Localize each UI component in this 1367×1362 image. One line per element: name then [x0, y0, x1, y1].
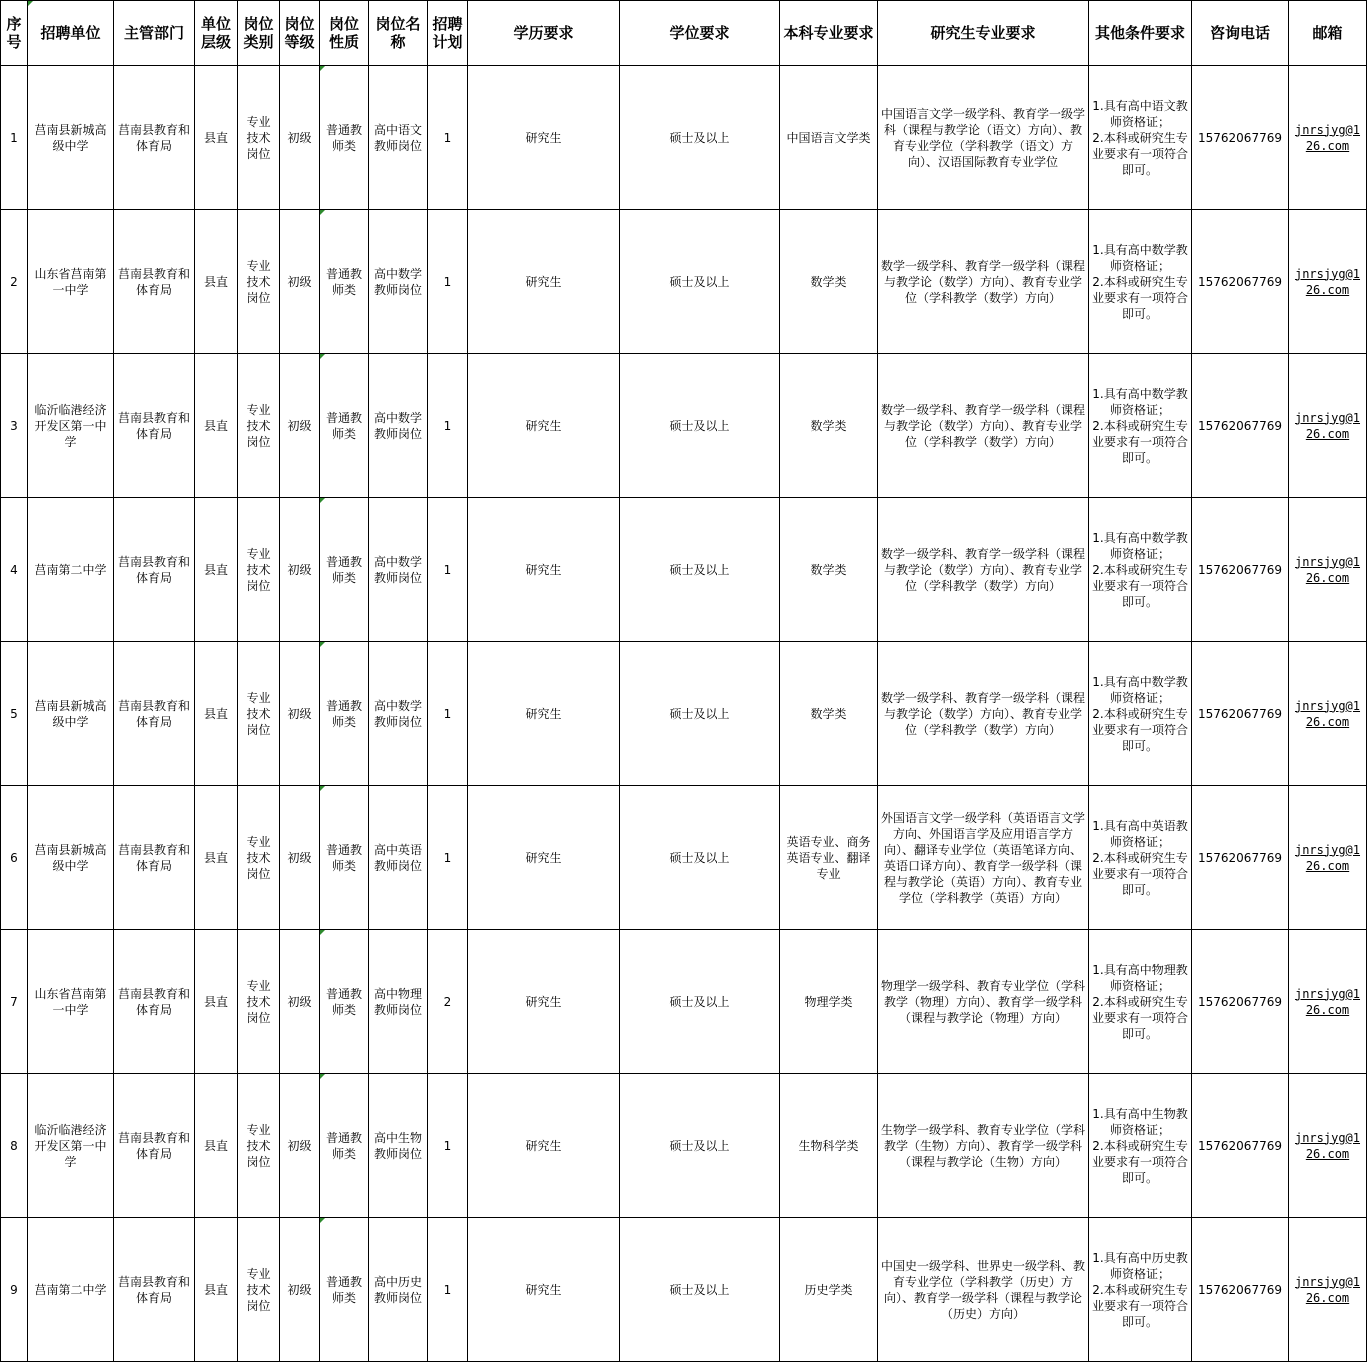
- cell-dept: 莒南县教育和体育局: [114, 642, 195, 786]
- cell-category: 专业技术岗位: [238, 354, 280, 498]
- header-grad: 研究生专业要求: [878, 1, 1089, 66]
- cell-degree: 硕士及以上: [620, 930, 780, 1074]
- cell-grade: 初级: [280, 786, 320, 930]
- header-category: 岗位类别: [238, 1, 280, 66]
- header-email: 邮箱: [1289, 1, 1367, 66]
- cell-plan: 1: [428, 1074, 468, 1218]
- cell-post: 高中历史教师岗位: [369, 1218, 428, 1362]
- cell-dept: 莒南县教育和体育局: [114, 786, 195, 930]
- cell-category: 专业技术岗位: [238, 1218, 280, 1362]
- cell-marker-icon: [28, 1, 33, 6]
- cell-other: 1.具有高中英语教师资格证； 2.本科或研究生专业要求有一项符合即可。: [1089, 786, 1192, 930]
- cell-category: 专业技术岗位: [238, 930, 280, 1074]
- cell-degree: 硕士及以上: [620, 642, 780, 786]
- cell-no: 9: [1, 1218, 28, 1362]
- table-row: [1, 210, 1367, 354]
- cell-grade: 初级: [280, 354, 320, 498]
- cell-post: 高中数学教师岗位: [369, 498, 428, 642]
- cell-other: 1.具有高中物理教师资格证； 2.本科或研究生专业要求有一项符合即可。: [1089, 930, 1192, 1074]
- cell-dept: 莒南县教育和体育局: [114, 498, 195, 642]
- cell-unit: 山东省莒南第一中学: [28, 210, 114, 354]
- cell-marker-icon: [320, 66, 325, 71]
- cell-edu: 研究生: [468, 642, 620, 786]
- cell-other: 1.具有高中数学教师资格证； 2.本科或研究生专业要求有一项符合即可。: [1089, 210, 1192, 354]
- cell-no: 2: [1, 210, 28, 354]
- cell-degree: 硕士及以上: [620, 1074, 780, 1218]
- cell-nature: 普通教师类: [320, 498, 369, 642]
- cell-unit: 山东省莒南第一中学: [28, 930, 114, 1074]
- cell-undergrad: 数学类: [780, 498, 878, 642]
- header-edu: 学历要求: [468, 1, 620, 66]
- cell-marker-icon: [320, 1218, 325, 1223]
- cell-level: 县直: [195, 786, 238, 930]
- cell-undergrad: 数学类: [780, 642, 878, 786]
- cell-other: 1.具有高中生物教师资格证； 2.本科或研究生专业要求有一项符合即可。: [1089, 1074, 1192, 1218]
- cell-category: 专业技术岗位: [238, 210, 280, 354]
- cell-other: 1.具有高中语文教师资格证； 2.本科或研究生专业要求有一项符合即可。: [1089, 66, 1192, 210]
- cell-nature: 普通教师类: [320, 354, 369, 498]
- cell-level: 县直: [195, 1074, 238, 1218]
- cell-edu: 研究生: [468, 1074, 620, 1218]
- cell-unit: 莒南县新城高级中学: [28, 642, 114, 786]
- cell-unit: 临沂临港经济开发区第一中学: [28, 1074, 114, 1218]
- cell-plan: 1: [428, 354, 468, 498]
- email-link[interactable]: jnrsjyg@126.com: [1294, 554, 1361, 585]
- cell-phone: 15762067769: [1192, 498, 1289, 642]
- cell-plan: 1: [428, 786, 468, 930]
- cell-phone: 15762067769: [1192, 354, 1289, 498]
- header-grade: 岗位等级: [280, 1, 320, 66]
- cell-grad: 生物学一级学科、教育专业学位（学科教学（生物）方向）、教育学一级学科（课程与教学论（生物）方向）: [878, 1074, 1089, 1218]
- header-post: 岗位名称: [369, 1, 428, 66]
- cell-edu: 研究生: [468, 210, 620, 354]
- cell-undergrad: 数学类: [780, 354, 878, 498]
- cell-grade: 初级: [280, 66, 320, 210]
- cell-marker-icon: [320, 498, 325, 503]
- cell-no: 3: [1, 354, 28, 498]
- cell-dept: 莒南县教育和体育局: [114, 66, 195, 210]
- cell-nature: 普通教师类: [320, 930, 369, 1074]
- email-link[interactable]: jnrsjyg@126.com: [1294, 986, 1361, 1017]
- cell-grad: 中国史一级学科、世界史一级学科、教育专业学位（学科教学（历史）方向）、教育学一级学科（课程与教学论（历史）方向）: [878, 1218, 1089, 1362]
- cell-grad: 中国语言文学一级学科、教育学一级学科（课程与教学论（语文）方向）、教育专业学位（学科教学（语文）方向）、汉语国际教育专业学位: [878, 66, 1089, 210]
- cell-plan: 2: [428, 930, 468, 1074]
- email-link[interactable]: jnrsjyg@126.com: [1294, 698, 1361, 729]
- cell-email: [1289, 1218, 1367, 1362]
- cell-post: 高中数学教师岗位: [369, 354, 428, 498]
- header-unit: 招聘单位: [28, 1, 114, 66]
- header-dept: 主管部门: [114, 1, 195, 66]
- header-degree: 学位要求: [620, 1, 780, 66]
- cell-phone: 15762067769: [1192, 930, 1289, 1074]
- cell-phone: 15762067769: [1192, 1218, 1289, 1362]
- email-link[interactable]: jnrsjyg@126.com: [1294, 410, 1361, 441]
- cell-unit: 莒南第二中学: [28, 1218, 114, 1362]
- cell-unit: 莒南县新城高级中学: [28, 786, 114, 930]
- cell-other: 1.具有高中数学教师资格证； 2.本科或研究生专业要求有一项符合即可。: [1089, 354, 1192, 498]
- header-phone: 咨询电话: [1192, 1, 1289, 66]
- cell-degree: 硕士及以上: [620, 354, 780, 498]
- cell-dept: 莒南县教育和体育局: [114, 930, 195, 1074]
- header-nature: 岗位性质: [320, 1, 369, 66]
- cell-other: 1.具有高中数学教师资格证； 2.本科或研究生专业要求有一项符合即可。: [1089, 498, 1192, 642]
- cell-dept: 莒南县教育和体育局: [114, 210, 195, 354]
- cell-unit: 临沂临港经济开发区第一中学: [28, 354, 114, 498]
- cell-email: [1289, 498, 1367, 642]
- header-row: [1, 1, 1367, 66]
- cell-plan: 1: [428, 210, 468, 354]
- cell-no: 8: [1, 1074, 28, 1218]
- table-row: [1, 1074, 1367, 1218]
- cell-marker-icon: [320, 210, 325, 215]
- cell-grade: 初级: [280, 1074, 320, 1218]
- cell-plan: 1: [428, 498, 468, 642]
- header-undergrad: 本科专业要求: [780, 1, 878, 66]
- cell-grade: 初级: [280, 498, 320, 642]
- cell-email: [1289, 66, 1367, 210]
- cell-unit: 莒南第二中学: [28, 498, 114, 642]
- cell-level: 县直: [195, 930, 238, 1074]
- cell-post: 高中语文教师岗位: [369, 66, 428, 210]
- cell-level: 县直: [195, 66, 238, 210]
- cell-no: 1: [1, 66, 28, 210]
- cell-email: [1289, 786, 1367, 930]
- table-row: [1, 1218, 1367, 1362]
- cell-marker-icon: [320, 354, 325, 359]
- cell-category: 专业技术岗位: [238, 66, 280, 210]
- cell-plan: 1: [428, 66, 468, 210]
- cell-grade: 初级: [280, 930, 320, 1074]
- cell-undergrad: 历史学类: [780, 1218, 878, 1362]
- email-link[interactable]: jnrsjyg@126.com: [1294, 122, 1361, 153]
- cell-no: 5: [1, 642, 28, 786]
- header-level: 单位层级: [195, 1, 238, 66]
- cell-grade: 初级: [280, 642, 320, 786]
- cell-undergrad: 生物科学类: [780, 1074, 878, 1218]
- cell-level: 县直: [195, 642, 238, 786]
- cell-edu: 研究生: [468, 1218, 620, 1362]
- cell-phone: 15762067769: [1192, 1074, 1289, 1218]
- email-link[interactable]: jnrsjyg@126.com: [1294, 1274, 1361, 1305]
- cell-grade: 初级: [280, 210, 320, 354]
- email-link[interactable]: jnrsjyg@126.com: [1294, 266, 1361, 297]
- cell-other: 1.具有高中数学教师资格证； 2.本科或研究生专业要求有一项符合即可。: [1089, 642, 1192, 786]
- cell-dept: 莒南县教育和体育局: [114, 1074, 195, 1218]
- cell-marker-icon: [320, 1074, 325, 1079]
- table-row: [1, 642, 1367, 786]
- cell-grad: 数学一级学科、教育学一级学科（课程与教学论（数学）方向）、教育专业学位（学科教学（数学）方向）: [878, 498, 1089, 642]
- cell-dept: 莒南县教育和体育局: [114, 1218, 195, 1362]
- table-row: [1, 354, 1367, 498]
- table-row: [1, 786, 1367, 930]
- cell-email: [1289, 354, 1367, 498]
- cell-degree: 硕士及以上: [620, 66, 780, 210]
- cell-degree: 硕士及以上: [620, 786, 780, 930]
- cell-nature: 普通教师类: [320, 786, 369, 930]
- cell-nature: 普通教师类: [320, 1218, 369, 1362]
- cell-level: 县直: [195, 210, 238, 354]
- cell-plan: 1: [428, 642, 468, 786]
- cell-undergrad: 数学类: [780, 210, 878, 354]
- cell-edu: 研究生: [468, 66, 620, 210]
- cell-email: [1289, 1074, 1367, 1218]
- cell-post: 高中英语教师岗位: [369, 786, 428, 930]
- cell-edu: 研究生: [468, 930, 620, 1074]
- cell-grad: 物理学一级学科、教育专业学位（学科教学（物理）方向）、教育学一级学科（课程与教学论（物理）方向）: [878, 930, 1089, 1074]
- cell-marker-icon: [320, 786, 325, 791]
- cell-nature: 普通教师类: [320, 642, 369, 786]
- cell-level: 县直: [195, 1218, 238, 1362]
- cell-edu: 研究生: [468, 786, 620, 930]
- cell-grad: 数学一级学科、教育学一级学科（课程与教学论（数学）方向）、教育专业学位（学科教学（数学）方向）: [878, 642, 1089, 786]
- cell-phone: 15762067769: [1192, 210, 1289, 354]
- cell-other: 1.具有高中历史教师资格证； 2.本科或研究生专业要求有一项符合即可。: [1089, 1218, 1192, 1362]
- cell-undergrad: 物理学类: [780, 930, 878, 1074]
- table-body: [1, 66, 1367, 1362]
- cell-no: 6: [1, 786, 28, 930]
- cell-undergrad: 英语专业、商务英语专业、翻译专业: [780, 786, 878, 930]
- cell-degree: 硕士及以上: [620, 1218, 780, 1362]
- cell-nature: 普通教师类: [320, 66, 369, 210]
- cell-post: 高中数学教师岗位: [369, 210, 428, 354]
- cell-plan: 1: [428, 1218, 468, 1362]
- cell-edu: 研究生: [468, 498, 620, 642]
- cell-post: 高中生物教师岗位: [369, 1074, 428, 1218]
- table-row: [1, 498, 1367, 642]
- cell-grad: 数学一级学科、教育学一级学科（课程与教学论（数学）方向）、教育专业学位（学科教学（数学）方向）: [878, 210, 1089, 354]
- email-link[interactable]: jnrsjyg@126.com: [1294, 1130, 1361, 1161]
- cell-grad: 外国语言文学一级学科（英语语言文学方向、外国语言学及应用语言学方向）、翻译专业学位（英语笔译方向、英语口译方向）、教育学一级学科（课程与教学论（英语）方向）、教育专业学位（学科教学（英语）方向）: [878, 786, 1089, 930]
- cell-category: 专业技术岗位: [238, 1074, 280, 1218]
- cell-marker-icon: [320, 642, 325, 647]
- cell-unit: 莒南县新城高级中学: [28, 66, 114, 210]
- header-plan: 招聘计划: [428, 1, 468, 66]
- cell-level: 县直: [195, 498, 238, 642]
- cell-post: 高中数学教师岗位: [369, 642, 428, 786]
- cell-marker-icon: [320, 930, 325, 935]
- cell-phone: 15762067769: [1192, 786, 1289, 930]
- cell-phone: 15762067769: [1192, 642, 1289, 786]
- cell-category: 专业技术岗位: [238, 642, 280, 786]
- cell-category: 专业技术岗位: [238, 498, 280, 642]
- cell-edu: 研究生: [468, 354, 620, 498]
- cell-no: 4: [1, 498, 28, 642]
- table-row: [1, 66, 1367, 210]
- cell-post: 高中物理教师岗位: [369, 930, 428, 1074]
- cell-nature: 普通教师类: [320, 1074, 369, 1218]
- cell-degree: 硕士及以上: [620, 498, 780, 642]
- cell-no: 7: [1, 930, 28, 1074]
- cell-degree: 硕士及以上: [620, 210, 780, 354]
- cell-level: 县直: [195, 354, 238, 498]
- cell-email: [1289, 210, 1367, 354]
- cell-dept: 莒南县教育和体育局: [114, 354, 195, 498]
- cell-email: [1289, 930, 1367, 1074]
- cell-undergrad: 中国语言文学类: [780, 66, 878, 210]
- cell-email: [1289, 642, 1367, 786]
- cell-category: 专业技术岗位: [238, 786, 280, 930]
- header-other: 其他条件要求: [1089, 1, 1192, 66]
- cell-nature: 普通教师类: [320, 210, 369, 354]
- email-link[interactable]: jnrsjyg@126.com: [1294, 842, 1361, 873]
- table-row: [1, 930, 1367, 1074]
- header-no: 序号: [1, 1, 28, 66]
- cell-phone: 15762067769: [1192, 66, 1289, 210]
- cell-grad: 数学一级学科、教育学一级学科（课程与教学论（数学）方向）、教育专业学位（学科教学（数学）方向）: [878, 354, 1089, 498]
- cell-grade: 初级: [280, 1218, 320, 1362]
